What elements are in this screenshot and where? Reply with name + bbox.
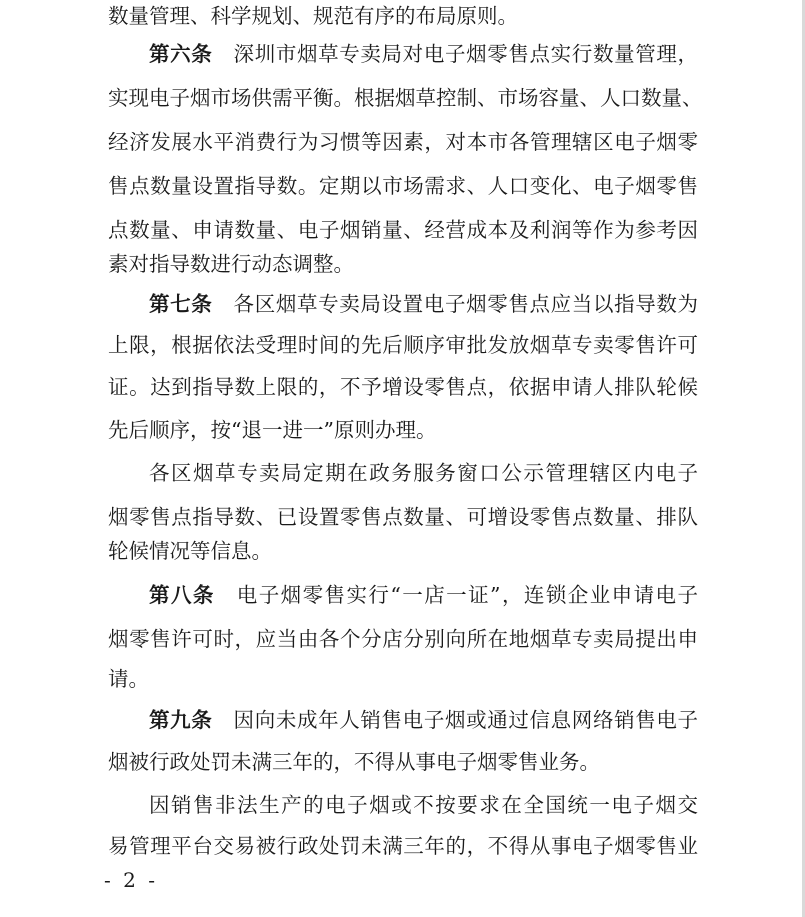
article-6-heading: 第六条 — [149, 42, 213, 66]
text-line: 经济发展水平消费行为习惯等因素，对本市各管理辖区电子烟零 — [108, 130, 698, 154]
text-line: 烟零售点指导数、已设置零售点数量、可增设零售点数量、排队 — [108, 505, 698, 529]
text-line: 因销售非法生产的电子烟或不按要求在全国统一电子烟交 — [149, 793, 698, 817]
text-line: 各区烟草专卖局定期在政务服务窗口公示管理辖区内电子 — [149, 461, 698, 485]
text-line: 证。达到指导数上限的，不予增设零售点，依据申请人排队轮候 — [108, 375, 698, 399]
text-line: 各区烟草专卖局设置电子烟零售点应当以指导数为 — [232, 292, 699, 316]
text-line: 深圳市烟草专卖局对电子烟零售点实行数量管理， — [232, 42, 699, 66]
article-9-first-line — [149, 706, 698, 734]
text-line: 上限，根据依法受理时间的先后顺序审批发放烟草专卖零售许可 — [108, 333, 698, 357]
text-line: 数量管理、科学规划、规范有序的布局原则。 — [108, 4, 518, 28]
text-line: 烟零售许可时，应当由各个分店分别向所在地烟草专卖局提出申 — [108, 627, 698, 651]
text-line: 点数量、申请数量、电子烟销量、经营成本及利润等作为参考因 — [108, 218, 698, 242]
article-9-heading: 第九条 — [149, 708, 213, 732]
text-line: 易管理平台交易被行政处罚未满三年的，不得从事电子烟零售业 — [108, 834, 698, 858]
text-line: 售点数量设置指导数。定期以市场需求、人口变化、电子烟零售 — [108, 174, 698, 198]
article-7-heading: 第七条 — [149, 292, 213, 316]
article-6-first-line — [149, 40, 698, 68]
text-line: 实现电子烟市场供需平衡。根据烟草控制、市场容量、人口数量、 — [108, 86, 703, 110]
text-line: 先后顺序，按“退一进一”原则办理。 — [108, 418, 437, 442]
text-line: 烟被行政处罚未满三年的，不得从事电子烟零售业务。 — [108, 750, 600, 774]
page-number: - 2 - — [104, 868, 158, 892]
text-line: 因向未成年人销售电子烟或通过信息网络销售电子 — [232, 708, 699, 732]
text-line: 素对指导数进行动态调整。 — [108, 252, 354, 276]
article-8-heading: 第八条 — [149, 583, 215, 607]
text-line: 电子烟零售实行“一店一证”，连锁企业申请电子 — [235, 583, 698, 607]
article-8-first-line — [149, 581, 698, 609]
text-line: 请。 — [108, 667, 149, 691]
article-7-first-line — [149, 290, 698, 318]
text-line: 轮候情况等信息。 — [108, 539, 272, 563]
